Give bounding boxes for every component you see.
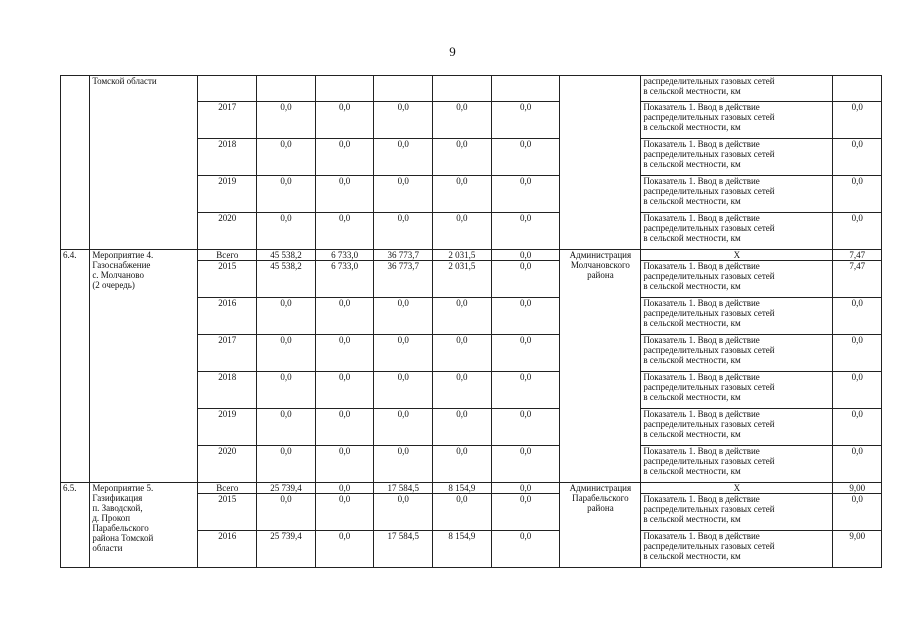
activity-number-cell [61,76,90,250]
indicator-cell: Показатель 1. Ввод в действие распределительных газовых сетей в сельской местности, км [641,494,833,531]
year-cell: 2017 [198,335,257,372]
funding-source-3-cell: 0,0 [433,139,492,176]
funding-source-4-cell: 0,0 [491,298,560,335]
funding-source-1-cell: 0,0 [315,483,374,494]
funding-source-3-cell: 0,0 [433,446,492,483]
total-funding-cell: 0,0 [257,446,316,483]
funding-source-3-cell: 0,0 [433,298,492,335]
funding-source-1-cell: 6 733,0 [315,261,374,298]
responsible-executor-cell: Администрация Молчановского района [560,250,641,483]
indicator-value-cell: 0,0 [833,139,882,176]
funding-source-1-cell: 6 733,0 [315,250,374,261]
funding-source-3-cell: 0,0 [433,335,492,372]
funding-source-3-cell: 2 031,5 [433,250,492,261]
indicator-value-cell [833,76,882,102]
indicator-cell: Показатель 1. Ввод в действие распределительных газовых сетей в сельской местности, км [641,213,833,250]
funding-source-2-cell: 0,0 [374,409,433,446]
funding-source-4-cell: 0,0 [491,261,560,298]
total-funding-cell: 0,0 [257,409,316,446]
table-row [61,76,882,102]
year-cell: 2017 [198,102,257,139]
funding-source-4-cell: 0,0 [491,139,560,176]
funding-source-3-cell: 8 154,9 [433,483,492,494]
indicator-cell: Показатель 1. Ввод в действие распределительных газовых сетей в сельской местности, км [641,446,833,483]
funding-source-4-cell: 0,0 [491,483,560,494]
funding-source-2-cell: 0,0 [374,139,433,176]
year-cell: 2020 [198,446,257,483]
funding-source-2-cell: 0,0 [374,494,433,531]
total-funding-cell: 0,0 [257,298,316,335]
indicator-value-cell: 0,0 [833,176,882,213]
funding-source-1-cell: 0,0 [315,409,374,446]
funding-source-4-cell: 0,0 [491,531,560,568]
funding-source-4-cell: 0,0 [491,335,560,372]
indicator-value-cell: 7,47 [833,261,882,298]
indicator-cell: распределительных газовых сетей в сельской местности, км [641,76,833,102]
funding-source-4-cell: 0,0 [491,250,560,261]
indicator-cell: Показатель 1. Ввод в действие распределительных газовых сетей в сельской местности, км [641,139,833,176]
activity-number-cell: 6.4. [61,250,90,483]
indicator-value-cell: 0,0 [833,298,882,335]
funding-source-2-cell: 0,0 [374,372,433,409]
indicator-value-cell: 0,0 [833,494,882,531]
funding-source-4-cell: 0,0 [491,372,560,409]
funding-source-1-cell: 0,0 [315,494,374,531]
funding-source-1-cell: 0,0 [315,298,374,335]
year-cell: 2016 [198,298,257,335]
year-cell: Всего [198,250,257,261]
total-funding-cell [257,76,316,102]
indicator-cell: Показатель 1. Ввод в действие распределительных газовых сетей в сельской местности, км [641,335,833,372]
funding-source-2-cell: 0,0 [374,176,433,213]
year-cell: 2019 [198,409,257,446]
year-cell: 2019 [198,176,257,213]
funding-source-1-cell: 0,0 [315,102,374,139]
funding-source-2-cell: 36 773,7 [374,250,433,261]
funding-source-3-cell: 2 031,5 [433,261,492,298]
responsible-executor-cell: Администрация Парабельского района [560,483,641,568]
funding-source-2-cell: 17 584,5 [374,531,433,568]
funding-source-3-cell: 0,0 [433,213,492,250]
indicator-value-cell: 0,0 [833,213,882,250]
table-row [61,483,882,494]
activity-name-cell: Мероприятие 4. Газоснабжение с. Молчаново (2 очередь) [90,250,198,483]
indicator-cell: Показатель 1. Ввод в действие распределительных газовых сетей в сельской местности, км [641,298,833,335]
year-cell: 2015 [198,261,257,298]
funding-source-4-cell: 0,0 [491,176,560,213]
indicator-value-cell: 9,00 [833,531,882,568]
funding-source-1-cell: 0,0 [315,372,374,409]
funding-source-1-cell: 0,0 [315,139,374,176]
indicator-cell: Показатель 1. Ввод в действие распределительных газовых сетей в сельской местности, км [641,409,833,446]
indicator-value-cell: 0,0 [833,409,882,446]
indicator-value-cell: 0,0 [833,372,882,409]
indicator-value-cell: 0,0 [833,446,882,483]
total-funding-cell: 0,0 [257,213,316,250]
funding-source-2-cell: 0,0 [374,102,433,139]
year-cell: 2016 [198,531,257,568]
year-cell [198,76,257,102]
funding-source-4-cell: 0,0 [491,446,560,483]
year-cell: 2020 [198,213,257,250]
total-funding-cell: 25 739,4 [257,531,316,568]
funding-source-2-cell: 36 773,7 [374,261,433,298]
activity-number-cell: 6.5. [61,483,90,568]
total-funding-cell: 0,0 [257,176,316,213]
funding-source-3-cell: 0,0 [433,372,492,409]
funding-source-4-cell: 0,0 [491,494,560,531]
table-row [61,250,882,261]
total-funding-cell: 45 538,2 [257,250,316,261]
funding-source-3-cell: 0,0 [433,409,492,446]
funding-source-2-cell: 17 584,5 [374,483,433,494]
funding-source-1-cell: 0,0 [315,531,374,568]
year-cell: 2018 [198,372,257,409]
funding-source-3-cell: 0,0 [433,176,492,213]
indicator-value-cell: 9,00 [833,483,882,494]
funding-source-4-cell: 0,0 [491,409,560,446]
total-funding-cell: 0,0 [257,494,316,531]
funding-source-4-cell: 0,0 [491,102,560,139]
year-cell: 2015 [198,494,257,531]
indicator-cell: Показатель 1. Ввод в действие распределительных газовых сетей в сельской местности, км [641,531,833,568]
indicator-cell: Показатель 1. Ввод в действие распределительных газовых сетей в сельской местности, км [641,102,833,139]
indicator-cell: X [641,250,833,261]
program-activities-table [60,75,882,568]
indicator-cell: Показатель 1. Ввод в действие распределительных газовых сетей в сельской местности, км [641,261,833,298]
total-funding-cell: 25 739,4 [257,483,316,494]
funding-source-4-cell [491,76,560,102]
indicator-cell: Показатель 1. Ввод в действие распределительных газовых сетей в сельской местности, км [641,176,833,213]
total-funding-cell: 0,0 [257,335,316,372]
funding-source-1-cell: 0,0 [315,446,374,483]
total-funding-cell: 45 538,2 [257,261,316,298]
activity-name-cell: Томской области [90,76,198,250]
funding-source-1-cell: 0,0 [315,335,374,372]
indicator-value-cell: 0,0 [833,335,882,372]
year-cell: 2018 [198,139,257,176]
responsible-executor-cell [560,76,641,250]
funding-source-2-cell [374,76,433,102]
year-cell: Всего [198,483,257,494]
funding-source-2-cell: 0,0 [374,446,433,483]
total-funding-cell: 0,0 [257,139,316,176]
total-funding-cell: 0,0 [257,102,316,139]
indicator-value-cell: 7,47 [833,250,882,261]
activity-name-cell: Мероприятие 5. Газификация п. Заводской, д. Прокоп Парабельского района Томской области [90,483,198,568]
funding-source-1-cell: 0,0 [315,213,374,250]
funding-source-4-cell: 0,0 [491,213,560,250]
indicator-cell: X [641,483,833,494]
funding-source-2-cell: 0,0 [374,335,433,372]
page-number: 9 [449,44,456,59]
funding-source-2-cell: 0,0 [374,213,433,250]
funding-source-2-cell: 0,0 [374,298,433,335]
funding-source-3-cell [433,76,492,102]
funding-source-3-cell: 8 154,9 [433,531,492,568]
indicator-cell: Показатель 1. Ввод в действие распределительных газовых сетей в сельской местности, км [641,372,833,409]
funding-source-3-cell: 0,0 [433,102,492,139]
funding-source-1-cell: 0,0 [315,176,374,213]
total-funding-cell: 0,0 [257,372,316,409]
funding-source-3-cell: 0,0 [433,494,492,531]
funding-source-1-cell [315,76,374,102]
indicator-value-cell: 0,0 [833,102,882,139]
